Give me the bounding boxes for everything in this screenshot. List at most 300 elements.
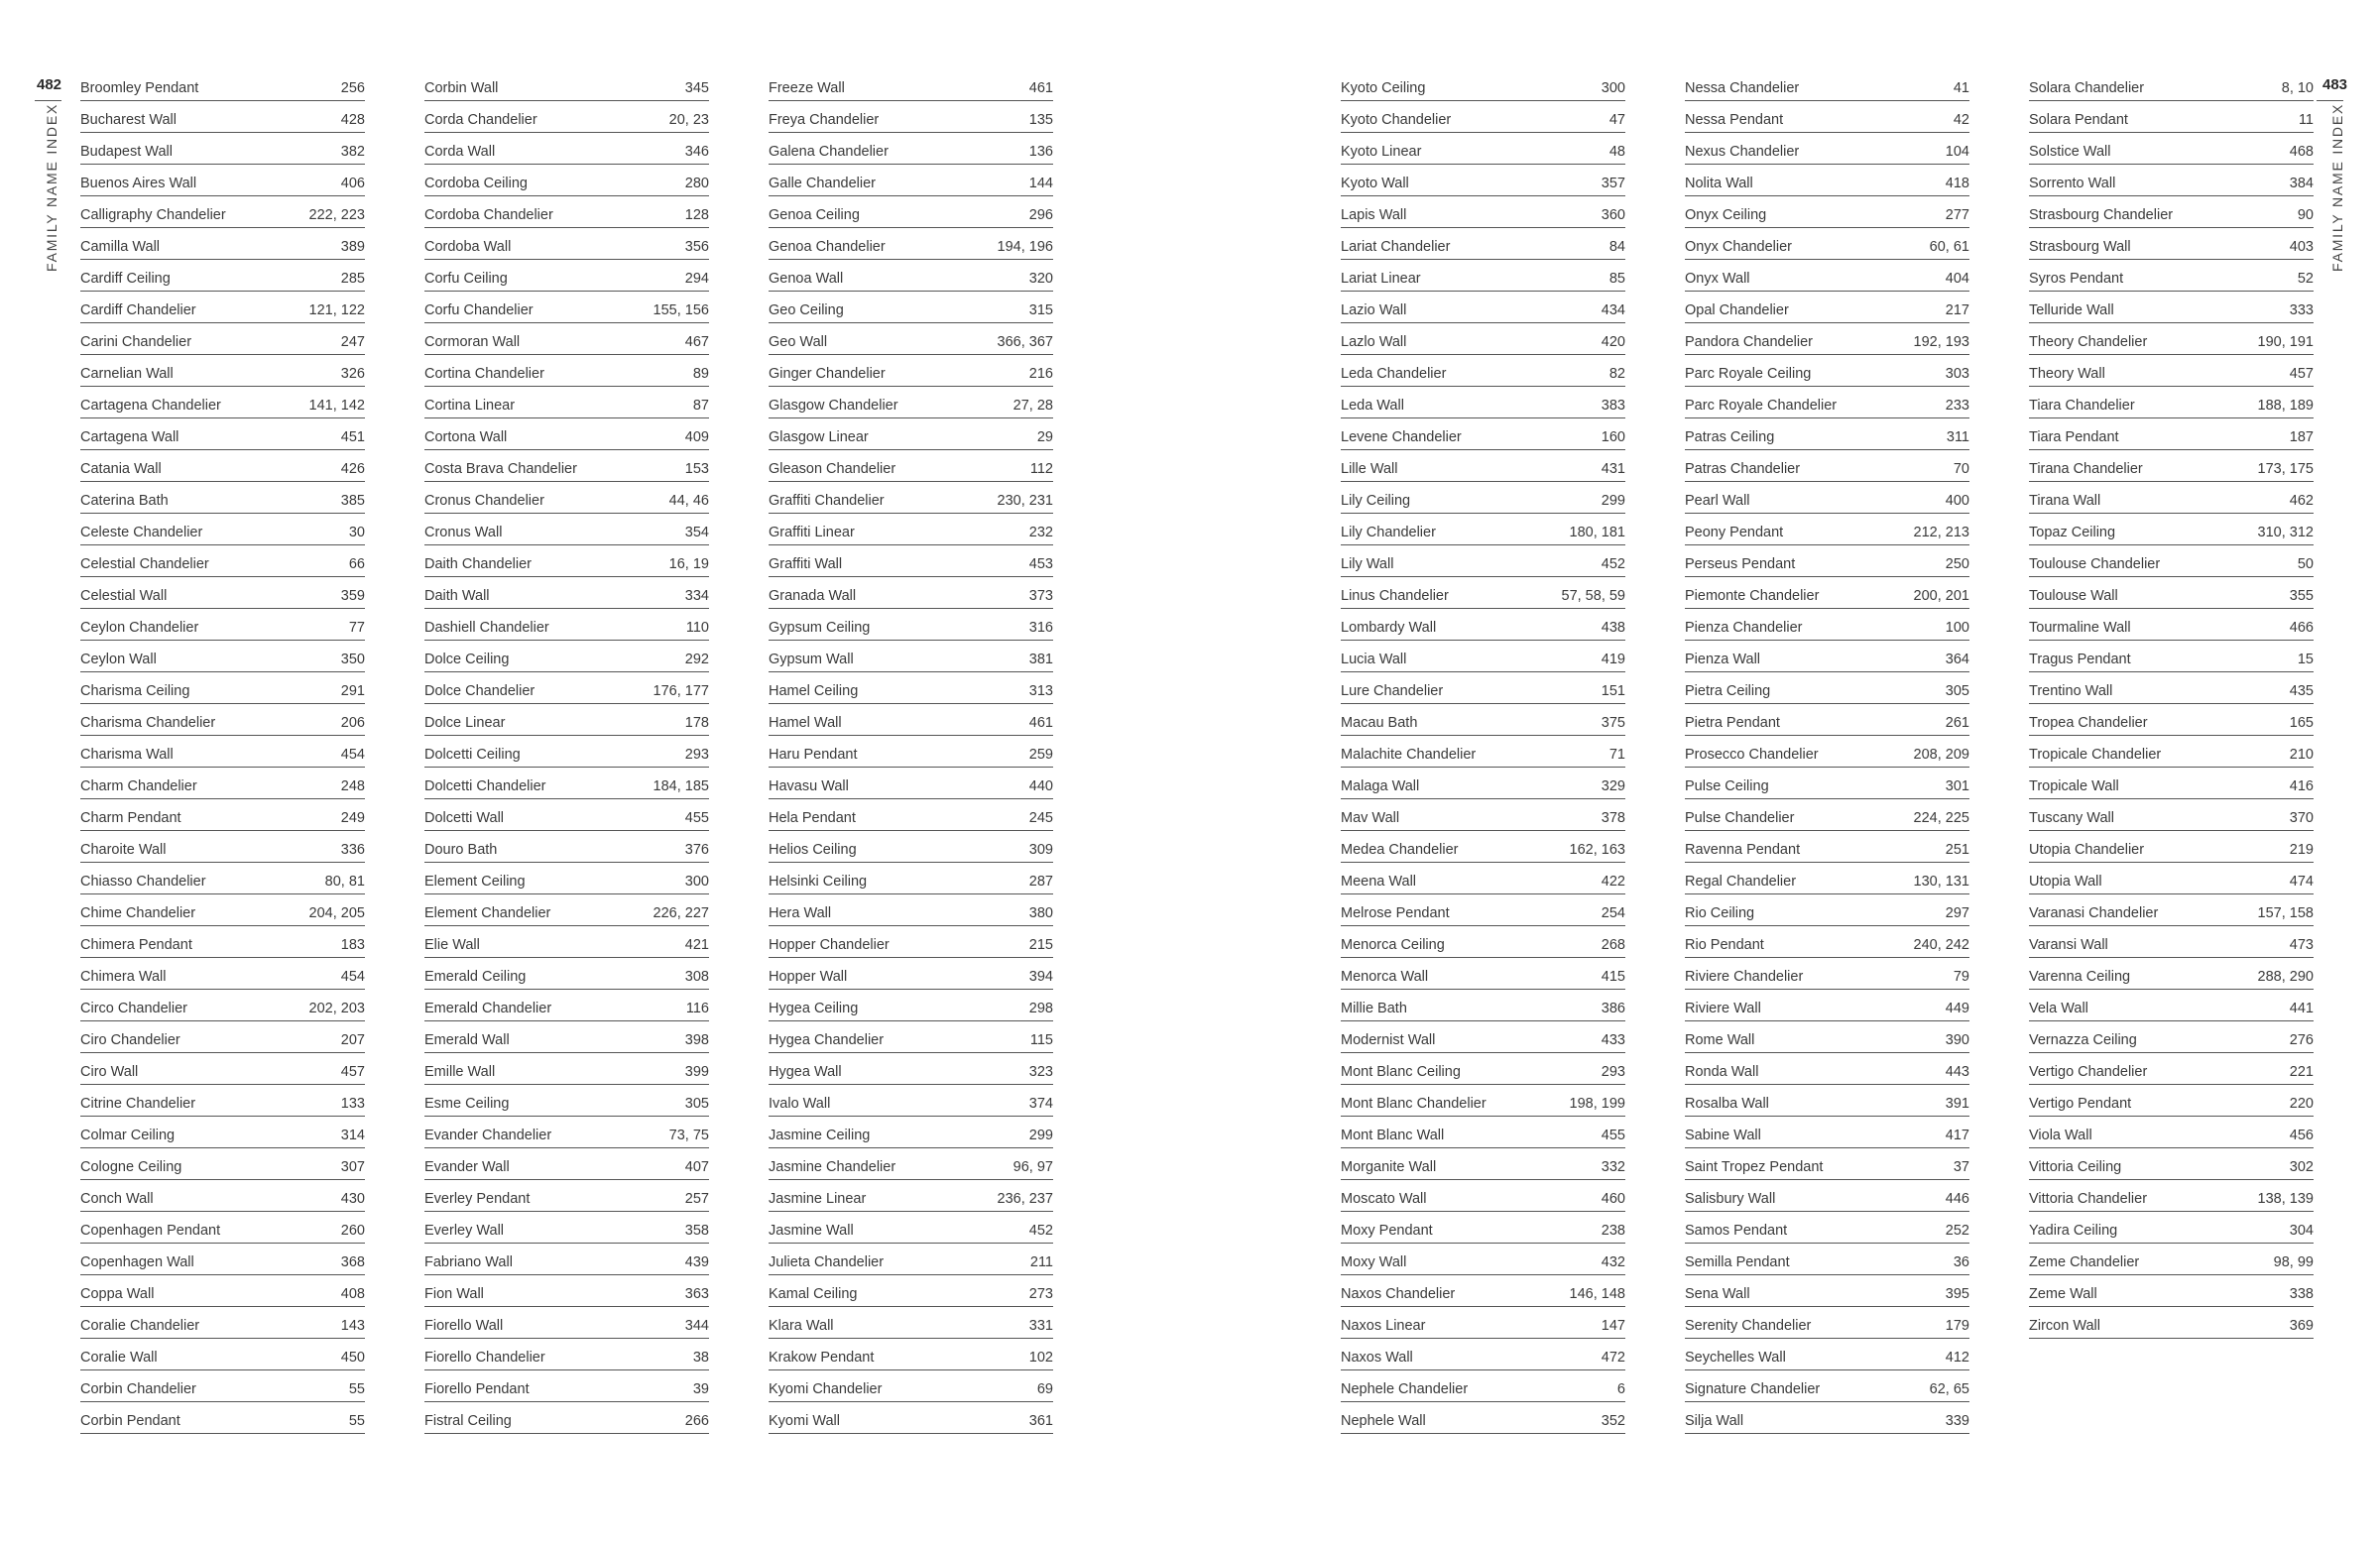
entry-page-numbers: 386	[1601, 1001, 1625, 1016]
entry-family-name: Corfu Chandelier	[424, 302, 534, 318]
entry-page-numbers: 308	[684, 969, 709, 985]
index-entry	[424, 926, 709, 958]
index-entry	[769, 292, 1053, 323]
index-entry	[1685, 101, 1969, 133]
entry-family-name: Evander Wall	[424, 1159, 510, 1175]
entry-page-numbers: 452	[1601, 556, 1625, 572]
entry-family-name: Cartagena Chandelier	[80, 398, 221, 414]
entry-family-name: Celestial Wall	[80, 588, 168, 604]
entry-family-name: Naxos Wall	[1341, 1350, 1413, 1366]
entry-page-numbers: 428	[340, 112, 365, 128]
entry-family-name: Zircon Wall	[2029, 1318, 2100, 1334]
entry-family-name: Cordoba Ceiling	[424, 176, 528, 191]
entry-page-numbers: 466	[2289, 620, 2314, 636]
index-entry	[424, 387, 709, 418]
entry-family-name: Pearl Wall	[1685, 493, 1750, 509]
index-entry	[1685, 514, 1969, 545]
entry-family-name: Gleason Chandelier	[769, 461, 896, 477]
entry-family-name: Ceylon Wall	[80, 652, 157, 667]
index-entry	[1341, 196, 1625, 228]
index-entry	[80, 672, 365, 704]
entry-page-numbers: 434	[1601, 302, 1625, 318]
entry-family-name: Varansi Wall	[2029, 937, 2108, 953]
entry-page-numbers: 198, 199	[1569, 1096, 1625, 1112]
index-entry	[1341, 323, 1625, 355]
entry-family-name: Conch Wall	[80, 1191, 154, 1207]
entry-family-name: Tirana Wall	[2029, 493, 2101, 509]
entry-page-numbers: 363	[684, 1286, 709, 1302]
index-entry	[1685, 768, 1969, 799]
entry-page-numbers: 418	[1945, 176, 1969, 191]
side-label-left: FAMILY NAME INDEX	[44, 102, 60, 272]
index-entry	[769, 1148, 1053, 1180]
entry-page-numbers: 98, 99	[2273, 1254, 2314, 1270]
index-entry	[1341, 1148, 1625, 1180]
index-entry	[1341, 387, 1625, 418]
entry-family-name: Cronus Chandelier	[424, 493, 544, 509]
entry-page-numbers: 344	[684, 1318, 709, 1334]
index-entry	[769, 1244, 1053, 1275]
index-entry	[2029, 260, 2314, 292]
index-entry	[424, 831, 709, 863]
entry-page-numbers: 232	[1028, 525, 1053, 540]
entry-page-numbers: 431	[1601, 461, 1625, 477]
index-entry	[80, 1085, 365, 1117]
index-entry	[2029, 165, 2314, 196]
entry-family-name: Hygea Ceiling	[769, 1001, 859, 1016]
entry-page-numbers: 422	[1601, 874, 1625, 890]
entry-page-numbers: 224, 225	[1913, 810, 1969, 826]
entry-family-name: Strasbourg Chandelier	[2029, 207, 2174, 223]
index-entry	[424, 1402, 709, 1434]
entry-family-name: Helsinki Ceiling	[769, 874, 868, 890]
entry-page-numbers: 360	[1601, 207, 1625, 223]
entry-family-name: Nessa Chandelier	[1685, 80, 1800, 96]
entry-page-numbers: 394	[1028, 969, 1053, 985]
entry-family-name: Celeste Chandelier	[80, 525, 203, 540]
entry-family-name: Dolcetti Wall	[424, 810, 505, 826]
entry-family-name: Glasgow Chandelier	[769, 398, 898, 414]
index-entry	[424, 641, 709, 672]
entry-family-name: Semilla Pendant	[1685, 1254, 1790, 1270]
index-entry	[424, 133, 709, 165]
entry-page-numbers: 135	[1028, 112, 1053, 128]
entry-page-numbers: 102	[1028, 1350, 1053, 1366]
entry-family-name: Kamal Ceiling	[769, 1286, 858, 1302]
entry-page-numbers: 85	[1608, 271, 1625, 287]
index-entry	[1685, 1085, 1969, 1117]
entry-family-name: Riviere Wall	[1685, 1001, 1761, 1016]
entry-family-name: Vittoria Chandelier	[2029, 1191, 2148, 1207]
entry-family-name: Ciro Chandelier	[80, 1032, 180, 1048]
entry-family-name: Emerald Wall	[424, 1032, 510, 1048]
index-entry	[424, 1212, 709, 1244]
index-entry	[1341, 260, 1625, 292]
entry-page-numbers: 369	[2289, 1318, 2314, 1334]
entry-page-numbers: 210	[2289, 747, 2314, 763]
entry-page-numbers: 359	[340, 588, 365, 604]
entry-page-numbers: 230, 231	[997, 493, 1053, 509]
index-entry	[2029, 799, 2314, 831]
entry-family-name: Genoa Chandelier	[769, 239, 886, 255]
index-entry	[1341, 831, 1625, 863]
index-column-4	[1341, 69, 1625, 1434]
entry-page-numbers: 300	[684, 874, 709, 890]
entry-family-name: Graffiti Linear	[769, 525, 855, 540]
entry-family-name: Charoite Wall	[80, 842, 167, 858]
index-entry	[80, 1275, 365, 1307]
entry-page-numbers: 89	[692, 366, 709, 382]
entry-family-name: Topaz Ceiling	[2029, 525, 2116, 540]
entry-page-numbers: 334	[684, 588, 709, 604]
entry-family-name: Onyx Ceiling	[1685, 207, 1767, 223]
entry-family-name: Saint Tropez Pendant	[1685, 1159, 1824, 1175]
index-entry	[424, 1307, 709, 1339]
entry-family-name: Salisbury Wall	[1685, 1191, 1776, 1207]
index-entry	[769, 1339, 1053, 1370]
entry-family-name: Signature Chandelier	[1685, 1381, 1821, 1397]
index-entry	[1685, 1021, 1969, 1053]
entry-family-name: Nephele Chandelier	[1341, 1381, 1469, 1397]
entry-family-name: Lucia Wall	[1341, 652, 1407, 667]
index-entry	[80, 545, 365, 577]
index-entry	[769, 260, 1053, 292]
entry-page-numbers: 320	[1028, 271, 1053, 287]
entry-family-name: Buenos Aires Wall	[80, 176, 197, 191]
entry-page-numbers: 439	[684, 1254, 709, 1270]
entry-family-name: Rio Pendant	[1685, 937, 1764, 953]
index-entry	[1685, 418, 1969, 450]
entry-page-numbers: 277	[1945, 207, 1969, 223]
index-entry	[1341, 768, 1625, 799]
entry-page-numbers: 151	[1601, 683, 1625, 699]
entry-page-numbers: 37	[1953, 1159, 1969, 1175]
page-number-tick-left	[35, 100, 61, 101]
index-entry	[424, 958, 709, 990]
entry-family-name: Zeme Chandelier	[2029, 1254, 2140, 1270]
entry-page-numbers: 69	[1036, 1381, 1053, 1397]
entry-family-name: Hera Wall	[769, 905, 832, 921]
entry-page-numbers: 157, 158	[2257, 905, 2314, 921]
index-entry	[1685, 926, 1969, 958]
entry-page-numbers: 421	[684, 937, 709, 953]
entry-family-name: Cortona Wall	[424, 429, 508, 445]
entry-page-numbers: 302	[2289, 1159, 2314, 1175]
entry-family-name: Serenity Chandelier	[1685, 1318, 1812, 1334]
entry-family-name: Kyoto Wall	[1341, 176, 1409, 191]
entry-page-numbers: 115	[1029, 1032, 1053, 1048]
index-entry	[769, 1053, 1053, 1085]
index-entry	[424, 450, 709, 482]
index-entry	[769, 545, 1053, 577]
entry-family-name: Viola Wall	[2029, 1128, 2092, 1143]
entry-page-numbers: 176, 177	[653, 683, 709, 699]
entry-family-name: Corda Chandelier	[424, 112, 537, 128]
entry-family-name: Kyoto Linear	[1341, 144, 1422, 160]
index-entry	[424, 894, 709, 926]
entry-family-name: Tropicale Wall	[2029, 778, 2119, 794]
index-entry	[1341, 641, 1625, 672]
entry-page-numbers: 70	[1953, 461, 1969, 477]
index-entry	[424, 196, 709, 228]
index-entry	[1685, 1402, 1969, 1434]
entry-family-name: Lombardy Wall	[1341, 620, 1437, 636]
entry-page-numbers: 364	[1945, 652, 1969, 667]
entry-page-numbers: 292	[684, 652, 709, 667]
index-entry	[1685, 165, 1969, 196]
entry-family-name: Circo Chandelier	[80, 1001, 187, 1016]
entry-family-name: Emerald Ceiling	[424, 969, 527, 985]
entry-page-numbers: 293	[1601, 1064, 1625, 1080]
entry-family-name: Dolce Linear	[424, 715, 506, 731]
entry-family-name: Rosalba Wall	[1685, 1096, 1769, 1112]
index-entry	[80, 1307, 365, 1339]
entry-page-numbers: 6	[1616, 1381, 1625, 1397]
index-entry	[1685, 1148, 1969, 1180]
index-entry	[1685, 450, 1969, 482]
index-entry	[769, 133, 1053, 165]
entry-family-name: Mav Wall	[1341, 810, 1400, 826]
index-entry	[769, 450, 1053, 482]
entry-page-numbers: 27, 28	[1012, 398, 1053, 414]
index-entry	[2029, 1085, 2314, 1117]
entry-page-numbers: 200, 201	[1913, 588, 1969, 604]
entry-family-name: Ivalo Wall	[769, 1096, 831, 1112]
entry-page-numbers: 382	[340, 144, 365, 160]
index-entry	[1685, 133, 1969, 165]
index-entry	[769, 1370, 1053, 1402]
entry-page-numbers: 240, 242	[1913, 937, 1969, 953]
index-entry	[2029, 228, 2314, 260]
entry-page-numbers: 147	[1601, 1318, 1625, 1334]
entry-page-numbers: 299	[1028, 1128, 1053, 1143]
entry-family-name: Camilla Wall	[80, 239, 161, 255]
entry-page-numbers: 366, 367	[997, 334, 1053, 350]
index-entry	[424, 1244, 709, 1275]
entry-page-numbers: 398	[684, 1032, 709, 1048]
entry-page-numbers: 100	[1945, 620, 1969, 636]
entry-family-name: Charisma Wall	[80, 747, 174, 763]
side-label-right: FAMILY NAME INDEX	[2329, 102, 2345, 272]
entry-family-name: Lily Wall	[1341, 556, 1394, 572]
entry-page-numbers: 192, 193	[1913, 334, 1969, 350]
entry-family-name: Toulouse Chandelier	[2029, 556, 2161, 572]
entry-family-name: Opal Chandelier	[1685, 302, 1789, 318]
entry-family-name: Ronda Wall	[1685, 1064, 1759, 1080]
entry-page-numbers: 391	[1945, 1096, 1969, 1112]
index-entry	[1685, 1244, 1969, 1275]
index-entry	[769, 990, 1053, 1021]
entry-family-name: Solara Chandelier	[2029, 80, 2145, 96]
entry-page-numbers: 60, 61	[1929, 239, 1969, 255]
entry-family-name: Geo Wall	[769, 334, 828, 350]
index-entry	[1341, 704, 1625, 736]
index-entry	[424, 545, 709, 577]
index-entry	[769, 1307, 1053, 1339]
entry-page-numbers: 433	[1601, 1032, 1625, 1048]
entry-page-numbers: 332	[1601, 1159, 1625, 1175]
entry-family-name: Sorrento Wall	[2029, 176, 2116, 191]
index-entry	[80, 768, 365, 799]
index-entry	[424, 418, 709, 450]
entry-family-name: Cronus Wall	[424, 525, 503, 540]
entry-family-name: Vela Wall	[2029, 1001, 2088, 1016]
entry-page-numbers: 336	[340, 842, 365, 858]
index-entry	[769, 799, 1053, 831]
index-entry	[1341, 958, 1625, 990]
entry-family-name: Millie Bath	[1341, 1001, 1407, 1016]
entry-family-name: Solara Pendant	[2029, 112, 2128, 128]
entry-family-name: Gypsum Wall	[769, 652, 854, 667]
entry-page-numbers: 300	[1601, 80, 1625, 96]
entry-family-name: Varenna Ceiling	[2029, 969, 2131, 985]
entry-page-numbers: 307	[340, 1159, 365, 1175]
index-entry	[80, 1339, 365, 1370]
index-entry	[2029, 736, 2314, 768]
index-entry	[1685, 387, 1969, 418]
index-entry	[80, 228, 365, 260]
entry-page-numbers: 121, 122	[308, 302, 365, 318]
index-entry	[2029, 292, 2314, 323]
index-entry	[769, 768, 1053, 799]
entry-page-numbers: 153	[684, 461, 709, 477]
index-entry	[1685, 1339, 1969, 1370]
entry-page-numbers: 456	[2289, 1128, 2314, 1143]
entry-page-numbers: 184, 185	[653, 778, 709, 794]
index-entry	[1341, 1402, 1625, 1434]
entry-family-name: Coralie Chandelier	[80, 1318, 200, 1334]
index-entry	[80, 418, 365, 450]
index-entry	[2029, 704, 2314, 736]
entry-family-name: Hamel Wall	[769, 715, 842, 731]
entry-page-numbers: 287	[1028, 874, 1053, 890]
entry-family-name: Cortina Linear	[424, 398, 516, 414]
entry-page-numbers: 217	[1945, 302, 1969, 318]
entry-page-numbers: 47	[1608, 112, 1625, 128]
entry-family-name: Mont Blanc Ceiling	[1341, 1064, 1461, 1080]
index-entry	[1685, 672, 1969, 704]
entry-family-name: Corfu Ceiling	[424, 271, 508, 287]
entry-family-name: Galle Chandelier	[769, 176, 877, 191]
entry-page-numbers: 383	[1601, 398, 1625, 414]
entry-family-name: Meena Wall	[1341, 874, 1417, 890]
entry-page-numbers: 11	[2298, 112, 2314, 128]
index-column-5	[1685, 69, 1969, 1434]
index-entry	[2029, 69, 2314, 101]
entry-family-name: Dolcetti Chandelier	[424, 778, 546, 794]
index-entry	[769, 196, 1053, 228]
index-entry	[424, 1053, 709, 1085]
entry-family-name: Pandora Chandelier	[1685, 334, 1813, 350]
index-entry	[2029, 450, 2314, 482]
entry-page-numbers: 55	[348, 1413, 365, 1429]
entry-page-numbers: 20, 23	[668, 112, 709, 128]
entry-family-name: Cordoba Wall	[424, 239, 512, 255]
entry-family-name: Geo Ceiling	[769, 302, 844, 318]
entry-page-numbers: 408	[340, 1286, 365, 1302]
entry-family-name: Pulse Ceiling	[1685, 778, 1769, 794]
entry-page-numbers: 381	[1028, 652, 1053, 667]
entry-family-name: Graffiti Wall	[769, 556, 843, 572]
entry-family-name: Cologne Ceiling	[80, 1159, 182, 1175]
entry-family-name: Strasbourg Wall	[2029, 239, 2131, 255]
entry-family-name: Lily Ceiling	[1341, 493, 1411, 509]
index-entry	[424, 1021, 709, 1053]
index-entry	[1685, 990, 1969, 1021]
entry-page-numbers: 419	[1601, 652, 1625, 667]
entry-page-numbers: 304	[2289, 1223, 2314, 1239]
index-entry	[1685, 323, 1969, 355]
entry-family-name: Melrose Pendant	[1341, 905, 1450, 921]
entry-page-numbers: 260	[340, 1223, 365, 1239]
entry-family-name: Pietra Ceiling	[1685, 683, 1771, 699]
index-entry	[424, 165, 709, 196]
index-entry	[424, 704, 709, 736]
entry-family-name: Cartagena Wall	[80, 429, 179, 445]
index-entry	[424, 292, 709, 323]
index-entry	[80, 894, 365, 926]
entry-family-name: Helios Ceiling	[769, 842, 857, 858]
entry-family-name: Lazio Wall	[1341, 302, 1407, 318]
index-entry	[2029, 990, 2314, 1021]
index-entry	[1341, 1244, 1625, 1275]
entry-page-numbers: 233	[1945, 398, 1969, 414]
entry-page-numbers: 443	[1945, 1064, 1969, 1080]
entry-family-name: Hamel Ceiling	[769, 683, 859, 699]
entry-family-name: Granada Wall	[769, 588, 857, 604]
entry-family-name: Vertigo Chandelier	[2029, 1064, 2148, 1080]
index-entry	[80, 1244, 365, 1275]
entry-family-name: Lille Wall	[1341, 461, 1398, 477]
entry-page-numbers: 251	[1945, 842, 1969, 858]
entry-page-numbers: 461	[1028, 80, 1053, 96]
entry-page-numbers: 309	[1028, 842, 1053, 858]
index-entry	[1341, 355, 1625, 387]
entry-family-name: Budapest Wall	[80, 144, 173, 160]
entry-family-name: Utopia Chandelier	[2029, 842, 2145, 858]
entry-family-name: Pienza Wall	[1685, 652, 1761, 667]
entry-family-name: Douro Bath	[424, 842, 498, 858]
index-entry	[1341, 672, 1625, 704]
entry-page-numbers: 8, 10	[2281, 80, 2314, 96]
entry-page-numbers: 162, 163	[1569, 842, 1625, 858]
entry-family-name: Jasmine Wall	[769, 1223, 854, 1239]
entry-family-name: Onyx Chandelier	[1685, 239, 1792, 255]
entry-family-name: Fiorello Chandelier	[424, 1350, 545, 1366]
entry-family-name: Calligraphy Chandelier	[80, 207, 226, 223]
entry-family-name: Ravenna Pendant	[1685, 842, 1801, 858]
entry-family-name: Telluride Wall	[2029, 302, 2114, 318]
entry-family-name: Jasmine Linear	[769, 1191, 867, 1207]
index-entry	[2029, 641, 2314, 672]
entry-family-name: Parc Royale Ceiling	[1685, 366, 1812, 382]
entry-page-numbers: 451	[340, 429, 365, 445]
index-entry	[80, 1021, 365, 1053]
entry-family-name: Corbin Wall	[424, 80, 499, 96]
entry-page-numbers: 204, 205	[308, 905, 365, 921]
index-entry	[2029, 482, 2314, 514]
index-entry	[1341, 133, 1625, 165]
entry-family-name: Tropicale Chandelier	[2029, 747, 2162, 763]
entry-page-numbers: 248	[340, 778, 365, 794]
entry-family-name: Nephele Wall	[1341, 1413, 1426, 1429]
entry-page-numbers: 261	[1945, 715, 1969, 731]
index-entry	[1341, 1180, 1625, 1212]
entry-family-name: Charm Pendant	[80, 810, 181, 826]
entry-page-numbers: 438	[1601, 620, 1625, 636]
entry-family-name: Everley Pendant	[424, 1191, 531, 1207]
entry-page-numbers: 112	[1029, 461, 1053, 477]
